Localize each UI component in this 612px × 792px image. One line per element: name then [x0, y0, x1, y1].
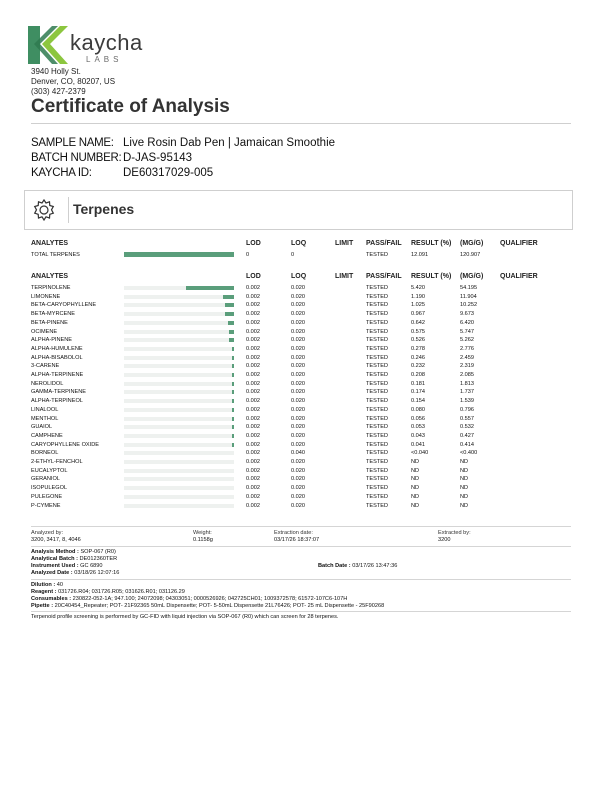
- analyte-lod: 0.002: [246, 345, 260, 352]
- brand-name: kaycha: [70, 30, 143, 55]
- analyte-name: TERPINOLENE: [31, 285, 71, 291]
- analyte-result: 0.181: [411, 380, 425, 387]
- analyte-passfail: TESTED: [366, 345, 389, 352]
- analyte-mgg: 1.813: [460, 380, 474, 387]
- analyte-name: 3-CARENE: [31, 363, 60, 370]
- analyte-lod: 0.002: [246, 302, 260, 309]
- analyte-loq: 0.020: [291, 285, 305, 291]
- analyte-loq: 0.020: [291, 485, 305, 492]
- analyte-bar-track: [124, 460, 234, 464]
- analyte-mgg: ND: [460, 493, 469, 500]
- analyte-mgg: 1.539: [460, 398, 474, 405]
- total-passfail: TESTED: [366, 252, 389, 258]
- analyte-bar-track: [124, 434, 234, 438]
- analyte-passfail: TESTED: [366, 432, 389, 439]
- header-lod-2: LOD: [246, 273, 261, 280]
- analyte-lod: 0.002: [246, 285, 260, 291]
- total-bar: [124, 252, 234, 257]
- weight-value: 0.1158g: [193, 537, 213, 543]
- analyte-bar-track: [124, 477, 234, 481]
- analyte-name: PULEGONE: [31, 493, 63, 500]
- analyzed-by-value: 3200, 3417, 8, 4046: [31, 537, 81, 543]
- analyte-passfail: TESTED: [366, 337, 389, 344]
- analyte-name: GERANIOL: [31, 476, 60, 483]
- analyte-result: 5.420: [411, 285, 425, 291]
- analyte-bar: [229, 338, 234, 342]
- analyte-passfail: TESTED: [366, 389, 389, 396]
- analyte-bar: [232, 434, 234, 438]
- analyte-result: 0.174: [411, 389, 425, 396]
- analyte-mgg: 11.904: [460, 293, 477, 300]
- analyte-bar: [232, 417, 234, 421]
- analyte-bar: [232, 356, 234, 360]
- analyte-result: 0.208: [411, 372, 425, 378]
- total-loq: 0: [291, 252, 295, 258]
- analyte-result: ND: [411, 485, 420, 492]
- analyte-passfail: TESTED: [366, 424, 389, 431]
- analyte-mgg: ND: [460, 502, 469, 509]
- sample-name-row: SAMPLE NAME: Live Rosin Dab Pen | Jamaican Smoothie: [31, 137, 336, 149]
- analyte-bar: [232, 382, 234, 386]
- analyte-mgg: 2.459: [460, 354, 474, 361]
- analyte-bar-track: [124, 312, 234, 316]
- analyte-name: ALPHA-TERPINEOL: [31, 398, 83, 405]
- extraction-date-value: 03/17/26 18:37:07: [274, 537, 320, 543]
- analyte-bar-track: [124, 338, 234, 342]
- analyte-name: BETA-CARYOPHYLLENE: [31, 302, 97, 309]
- analyte-lod: 0.002: [246, 293, 260, 300]
- reagent: Reagent : 031726.R04; 031726.R05; 031626.R01; 031126.29: [31, 589, 185, 595]
- analyte-mgg: ND: [460, 467, 469, 474]
- analyte-bar: [232, 399, 234, 403]
- analyte-bar-track: [124, 286, 234, 290]
- analyte-name: GAMMA-TERPINENE: [31, 389, 87, 396]
- analyte-name: OCIMENE: [31, 328, 58, 335]
- analyte-passfail: TESTED: [366, 311, 389, 318]
- dilution: Dilution : 40: [31, 582, 64, 588]
- analyte-name: LINALOOL: [31, 406, 59, 413]
- analyte-bar-track: [124, 390, 234, 394]
- analyte-mgg: 6.420: [460, 319, 474, 326]
- analyte-loq: 0.020: [291, 432, 305, 439]
- weight-label: Weight:: [193, 530, 212, 536]
- analyte-loq: 0.020: [291, 372, 305, 378]
- analyzed-date: Analyzed Date : 03/18/26 12:07:16: [31, 570, 120, 576]
- analyte-mgg: 2.319: [460, 363, 474, 370]
- analyte-name: ISOPULEGOL: [31, 485, 68, 492]
- title-divider: [31, 123, 571, 124]
- analyte-result: ND: [411, 476, 420, 483]
- analyte-bar-track: [124, 399, 234, 403]
- analyte-bar: [232, 425, 234, 429]
- analyte-lod: 0.002: [246, 354, 260, 361]
- analyte-name: ALPHA-TERPINENE: [31, 372, 84, 378]
- analyte-mgg: ND: [460, 476, 469, 483]
- analyte-bar-track: [124, 364, 234, 368]
- analyte-lod: 0.002: [246, 406, 260, 413]
- analyte-passfail: TESTED: [366, 398, 389, 405]
- analyte-bar: [232, 390, 234, 394]
- page-title: Certificate of Analysis: [31, 96, 230, 117]
- total-result: 12.091: [411, 252, 429, 258]
- analyte-loq: 0.040: [291, 450, 305, 457]
- total-mgg: 120.907: [460, 252, 481, 258]
- analyte-loq: 0.020: [291, 406, 305, 413]
- analyte-result: ND: [411, 493, 420, 500]
- analyte-passfail: TESTED: [366, 493, 389, 500]
- analyte-lod: 0.002: [246, 493, 260, 500]
- analyte-passfail: TESTED: [366, 302, 389, 309]
- analyte-mgg: 2.085: [460, 372, 474, 378]
- analyte-result: ND: [411, 502, 420, 509]
- analyte-bar: [225, 312, 234, 316]
- analyte-result: <0.040: [411, 450, 429, 457]
- analyte-name: CARYOPHYLLENE OXIDE: [31, 441, 99, 448]
- analyte-loq: 0.020: [291, 502, 305, 509]
- header-qualifier-2: QUALIFIER: [500, 273, 538, 280]
- analyte-bar: [232, 373, 234, 377]
- header-result-2: RESULT (%): [411, 273, 452, 280]
- analyte-lod: 0.002: [246, 328, 260, 335]
- analyte-mgg: ND: [460, 485, 469, 492]
- analyte-loq: 0.020: [291, 363, 305, 370]
- extraction-date-label: Extraction date:: [274, 530, 313, 536]
- gear-icon: [31, 197, 57, 223]
- analyte-bar: [225, 303, 234, 307]
- analyte-mgg: ND: [460, 459, 469, 465]
- analyte-loq: 0.020: [291, 398, 305, 405]
- analyte-bar-track: [124, 486, 234, 490]
- analyte-passfail: TESTED: [366, 406, 389, 413]
- analyte-lod: 0.002: [246, 459, 260, 465]
- analyte-result: 0.575: [411, 328, 425, 335]
- analyte-loq: 0.020: [291, 459, 305, 465]
- section-title: Terpenes: [73, 201, 135, 217]
- analyte-bar-track: [124, 382, 234, 386]
- header-loq-2: LOQ: [291, 273, 307, 280]
- analyte-loq: 0.020: [291, 441, 305, 448]
- analyte-lod: 0.002: [246, 372, 260, 378]
- analyte-lod: 0.002: [246, 467, 260, 474]
- address: 3940 Holly St. Denver, CO, 80207, US (303) 427-2379: [31, 67, 116, 96]
- analyte-mgg: 0.427: [460, 432, 474, 439]
- total-name: TOTAL TERPENES: [31, 252, 80, 258]
- analyte-lod: 0.002: [246, 380, 260, 387]
- analyte-bar-track: [124, 295, 234, 299]
- analyte-loq: 0.020: [291, 415, 305, 422]
- extracted-by-value: 3200: [438, 537, 451, 543]
- header-passfail-2: PASS/FAIL: [366, 273, 402, 280]
- analyte-passfail: TESTED: [366, 319, 389, 326]
- analyte-name: P-CYMENE: [31, 502, 61, 509]
- analyte-passfail: TESTED: [366, 476, 389, 483]
- analyte-result: 0.080: [411, 406, 425, 413]
- analyte-loq: 0.020: [291, 389, 305, 396]
- analyte-mgg: <0.400: [460, 450, 478, 457]
- analyte-result: 0.967: [411, 311, 425, 318]
- analyte-loq: 0.020: [291, 293, 305, 300]
- analyte-loq: 0.020: [291, 493, 305, 500]
- header-passfail: PASS/FAIL: [366, 240, 402, 247]
- analyte-result: 0.246: [411, 354, 425, 361]
- analyte-result: ND: [411, 459, 420, 465]
- brand-sub: LABS: [86, 55, 123, 64]
- analyte-result: 0.526: [411, 337, 425, 344]
- analyte-passfail: TESTED: [366, 441, 389, 448]
- analyte-bar: [232, 347, 234, 351]
- analyte-loq: 0.020: [291, 476, 305, 483]
- analyte-loq: 0.020: [291, 354, 305, 361]
- header-mgg-2: (MG/G): [460, 273, 484, 280]
- header-mgg: (MG/G): [460, 240, 484, 247]
- analyte-name: NEROLIDOL: [31, 380, 64, 387]
- analyte-loq: 0.020: [291, 302, 305, 309]
- extracted-by-label: Extracted by:: [438, 530, 471, 536]
- analyte-lod: 0.002: [246, 476, 260, 483]
- analyte-lod: 0.002: [246, 389, 260, 396]
- analyte-bar-track: [124, 330, 234, 334]
- analyte-result: 1.025: [411, 302, 425, 309]
- analyte-name: CAMPHENE: [31, 432, 63, 439]
- header-limit: LIMIT: [335, 240, 354, 247]
- analyte-result: 0.642: [411, 319, 425, 326]
- analyte-bar-track: [124, 356, 234, 360]
- batch-number-row: BATCH NUMBER: D-JAS-95143: [31, 152, 193, 164]
- analyte-bar: [229, 330, 234, 334]
- header-analytes-2: ANALYTES: [31, 273, 69, 280]
- analyte-bar-track: [124, 451, 234, 455]
- analyte-name: BETA-MYRCENE: [31, 311, 76, 318]
- analyte-result: 0.043: [411, 432, 425, 439]
- consumables: Consumables : 230822-052-1A; 947.100; 24072098; 04303051; 0000526926; 042725CH01; 1009372578; 61572-107C6-107H: [31, 596, 348, 602]
- analyte-name: BETA-PINENE: [31, 319, 68, 326]
- total-lod: 0: [246, 252, 250, 258]
- header-qualifier: QUALIFIER: [500, 240, 538, 247]
- analyte-lod: 0.002: [246, 432, 260, 439]
- analyte-bar-track: [124, 321, 234, 325]
- analyte-passfail: TESTED: [366, 415, 389, 422]
- analyte-name: GUAIOL: [31, 424, 53, 431]
- analyte-lod: 0.002: [246, 424, 260, 431]
- analyte-lod: 0.002: [246, 311, 260, 318]
- analyte-name: ALPHA-HUMULENE: [31, 345, 83, 352]
- analyte-passfail: TESTED: [366, 459, 389, 465]
- analyte-bar-track: [124, 408, 234, 412]
- analyte-bar: [232, 443, 234, 447]
- analyte-mgg: 10.252: [460, 302, 478, 309]
- analyte-result: 0.056: [411, 415, 425, 422]
- header-analytes: ANALYTES: [31, 240, 69, 247]
- analyte-name: EUCALYPTOL: [31, 467, 68, 474]
- analyte-loq: 0.020: [291, 424, 305, 431]
- analyte-lod: 0.002: [246, 502, 260, 509]
- analyte-result: ND: [411, 467, 420, 474]
- analyte-loq: 0.020: [291, 380, 305, 387]
- header-limit-2: LIMIT: [335, 273, 354, 280]
- analyte-lod: 0.002: [246, 363, 260, 370]
- analyte-bar-track: [124, 373, 234, 377]
- analyte-loq: 0.020: [291, 319, 305, 326]
- header-lod: LOD: [246, 240, 261, 247]
- analyte-name: LIMONENE: [31, 293, 61, 300]
- analyte-mgg: 54.195: [460, 285, 478, 291]
- batch-date: Batch Date : 03/17/26 13:47:36: [318, 563, 398, 569]
- pipette: Pipette : 20C40454_Repeater; POT- 21F92365 50mL Dispensette; POT- 5-50mL Dispensette 21L76426; POT- 25 mL Dispensette - 25F90268: [31, 603, 385, 609]
- analyte-result: 0.278: [411, 345, 425, 352]
- analyte-lod: 0.002: [246, 415, 260, 422]
- analyte-loq: 0.020: [291, 328, 305, 335]
- analyte-name: ALPHA-BISABOLOL: [31, 354, 83, 361]
- analyte-passfail: TESTED: [366, 363, 389, 370]
- header-result: RESULT (%): [411, 240, 452, 247]
- analyte-name: MENTHOL: [31, 415, 59, 422]
- analyte-bar-track: [124, 469, 234, 473]
- analyte-passfail: TESTED: [366, 467, 389, 474]
- analyte-passfail: TESTED: [366, 354, 389, 361]
- analysis-method: Analysis Method : SOP-067 (R0): [31, 549, 116, 555]
- header-loq: LOQ: [291, 240, 307, 247]
- analyte-passfail: TESTED: [366, 450, 389, 457]
- analyte-bar: [228, 321, 234, 325]
- analyte-result: 0.053: [411, 424, 425, 431]
- analyte-mgg: 9.673: [460, 311, 474, 318]
- analyte-lod: 0.002: [246, 441, 260, 448]
- analyte-bar: [186, 286, 234, 290]
- screening-note: Terpenoid profile screening is performed by GC-FID with liquid injection via SOP-067 (R0) which can screen for 28 terpenes.: [31, 614, 339, 620]
- analyte-name: ALPHA-PINENE: [31, 337, 73, 344]
- analyte-bar-track: [124, 504, 234, 508]
- analyte-passfail: TESTED: [366, 372, 389, 378]
- analyte-bar-track: [124, 443, 234, 447]
- analyte-bar-track: [124, 303, 234, 307]
- analyte-lod: 0.002: [246, 450, 260, 457]
- analyte-bar-track: [124, 495, 234, 499]
- terpenes-section-header: [24, 190, 573, 230]
- analyte-bar-track: [124, 417, 234, 421]
- analyte-result: 1.190: [411, 293, 425, 300]
- analyte-loq: 0.020: [291, 337, 305, 344]
- analyte-passfail: TESTED: [366, 380, 389, 387]
- analyte-mgg: 0.532: [460, 424, 474, 431]
- analyte-passfail: TESTED: [366, 285, 389, 291]
- analyte-bar: [232, 364, 234, 368]
- analyte-lod: 0.002: [246, 398, 260, 405]
- analyte-bar-track: [124, 425, 234, 429]
- analyte-name: BORNEOL: [31, 450, 59, 457]
- kaycha-id-row: KAYCHA ID: DE60317029-005: [31, 167, 214, 179]
- analyte-name: 2-ETHYL-FENCHOL: [31, 459, 83, 465]
- instrument-used: Instrument Used : GC 6890: [31, 563, 103, 569]
- analyte-bar-track: [124, 347, 234, 351]
- analyte-passfail: TESTED: [366, 485, 389, 492]
- analyte-loq: 0.020: [291, 311, 305, 318]
- analyte-mgg: 2.776: [460, 345, 474, 352]
- analyte-result: 0.154: [411, 398, 425, 405]
- analyte-passfail: TESTED: [366, 328, 389, 335]
- analyte-mgg: 0.414: [460, 441, 474, 448]
- analyte-mgg: 0.557: [460, 415, 474, 422]
- analyte-bar: [232, 408, 234, 412]
- analyte-loq: 0.020: [291, 345, 305, 352]
- analyte-mgg: 1.737: [460, 389, 474, 396]
- analyte-lod: 0.002: [246, 319, 260, 326]
- analyte-result: 0.232: [411, 363, 425, 370]
- analyte-passfail: TESTED: [366, 502, 389, 509]
- total-bar-track: [124, 252, 234, 257]
- analyte-passfail: TESTED: [366, 293, 389, 300]
- analyzed-by-label: Analyzed by:: [31, 530, 64, 536]
- note-divider: [31, 611, 571, 612]
- analyte-mgg: 5.747: [460, 328, 474, 335]
- analyte-mgg: 0.796: [460, 406, 474, 413]
- analyte-bar: [223, 295, 234, 299]
- reagent-divider: [31, 579, 571, 580]
- analyte-lod: 0.002: [246, 485, 260, 492]
- analyte-loq: 0.020: [291, 467, 305, 474]
- analytical-batch: Analytical Batch : DE012360TER: [31, 556, 118, 562]
- analyte-lod: 0.002: [246, 337, 260, 344]
- analyte-result: 0.041: [411, 441, 425, 448]
- footer-divider: [31, 526, 571, 527]
- method-divider: [31, 546, 571, 547]
- analyte-mgg: 5.262: [460, 337, 474, 344]
